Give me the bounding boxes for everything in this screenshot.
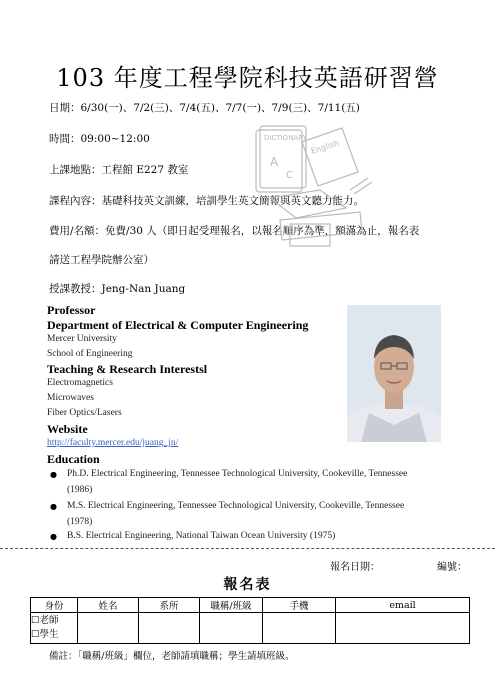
education-heading: Education — [47, 452, 100, 466]
column-header-department: 系所 — [139, 598, 200, 613]
registration-date-label: 報名日期： — [330, 562, 380, 573]
student-option[interactable] — [31, 628, 77, 642]
fee-line-continued: 請送工程學院辦公室） — [49, 254, 154, 266]
date-line: 日期：6/30(一)、7/2(三)、7/4(五)、7/7(一)、7/9(三)、7/11(五) — [49, 102, 360, 114]
website-link[interactable]: http://faculty.mercer.edu/juang_jn/ — [47, 438, 179, 448]
profile-school: School of Engineering — [47, 349, 133, 359]
professor-photo — [347, 305, 441, 442]
table-row — [31, 613, 470, 644]
column-header-phone: 手機 — [263, 598, 336, 613]
fee-line: 費用/名額：免費/30 人（即日起受理報名，以報名順序為準，額滿為止，報名表 — [49, 225, 420, 237]
illustration-letter-c: C — [286, 170, 293, 181]
phone-field[interactable] — [263, 613, 336, 644]
illustration-dictionary-label: DICTIONARY — [264, 134, 307, 142]
column-header-identity: 身份 — [31, 598, 78, 613]
registration-number-label: 編號： — [437, 562, 467, 573]
page-title: 103 年度工程學院科技英語研習營 — [56, 64, 439, 92]
time-line: 時間：09:00~12:00 — [49, 133, 150, 145]
table-header-row — [31, 598, 470, 613]
column-header-name: 姓名 — [78, 598, 139, 613]
department-field[interactable] — [139, 613, 200, 644]
education-degree: B.S. Electrical Engineering, National Taiwan Ocean University (1975) — [67, 531, 336, 541]
interest-item: Fiber Optics/Lasers — [47, 408, 122, 418]
bullet-icon: ● — [50, 470, 57, 479]
education-item — [67, 528, 437, 544]
column-header-email: email — [336, 598, 470, 613]
identity-cell — [31, 613, 78, 644]
checkbox-icon[interactable]: ☐ — [31, 615, 40, 626]
education-item — [67, 466, 437, 498]
name-field[interactable] — [78, 613, 139, 644]
website-heading: Website — [47, 422, 88, 436]
illustration-english-label: English — [309, 138, 341, 156]
checkbox-icon[interactable]: ☐ — [31, 629, 40, 640]
column-header-title-class: 職稱/班級 — [200, 598, 263, 613]
dictionary-illustration — [250, 120, 380, 260]
form-note: 備註：「職稱/班級」欄位，老師請填職稱；學生請填班級。 — [49, 651, 295, 662]
interest-item: Microwaves — [47, 393, 94, 403]
registration-table — [30, 597, 470, 644]
education-year: (1986) — [67, 485, 93, 495]
education-degree: M.S. Electrical Engineering, Tennessee Technological University, Cookeville, Tennessee — [67, 501, 405, 511]
location-line: 上課地點：工程館 E227 教室 — [49, 164, 189, 176]
instructor-line: 授課教授：Jeng-Nan Juang — [49, 283, 186, 295]
cut-line-divider — [0, 548, 495, 549]
title-class-field[interactable] — [200, 613, 263, 644]
form-title: 報名表 — [223, 577, 272, 593]
education-item — [67, 498, 437, 530]
bullet-icon: ● — [50, 502, 57, 511]
interest-item: Electromagnetics — [47, 378, 113, 388]
education-degree: Ph.D. Electrical Engineering, Tennessee Technological University, Cookeville, Tennessee — [67, 469, 408, 479]
content-line: 課程內容：基礎科技英文訓練，培訓學生英文簡報與英文聽力能力。 — [49, 195, 364, 207]
interests-heading: Teaching & Research Interestsl — [47, 362, 208, 376]
student-option-label: 學生 — [39, 629, 59, 640]
teacher-option[interactable] — [31, 614, 77, 628]
email-field[interactable] — [336, 613, 470, 644]
illustration-letter-a: A — [270, 155, 279, 169]
profile-department: Department of Electrical & Computer Engineering — [47, 318, 309, 332]
profile-university: Mercer University — [47, 334, 117, 344]
profile-position: Professor — [47, 303, 96, 317]
teacher-option-label: 老師 — [39, 615, 59, 626]
bullet-icon: ● — [50, 532, 57, 541]
education-year: (1978) — [67, 517, 93, 527]
